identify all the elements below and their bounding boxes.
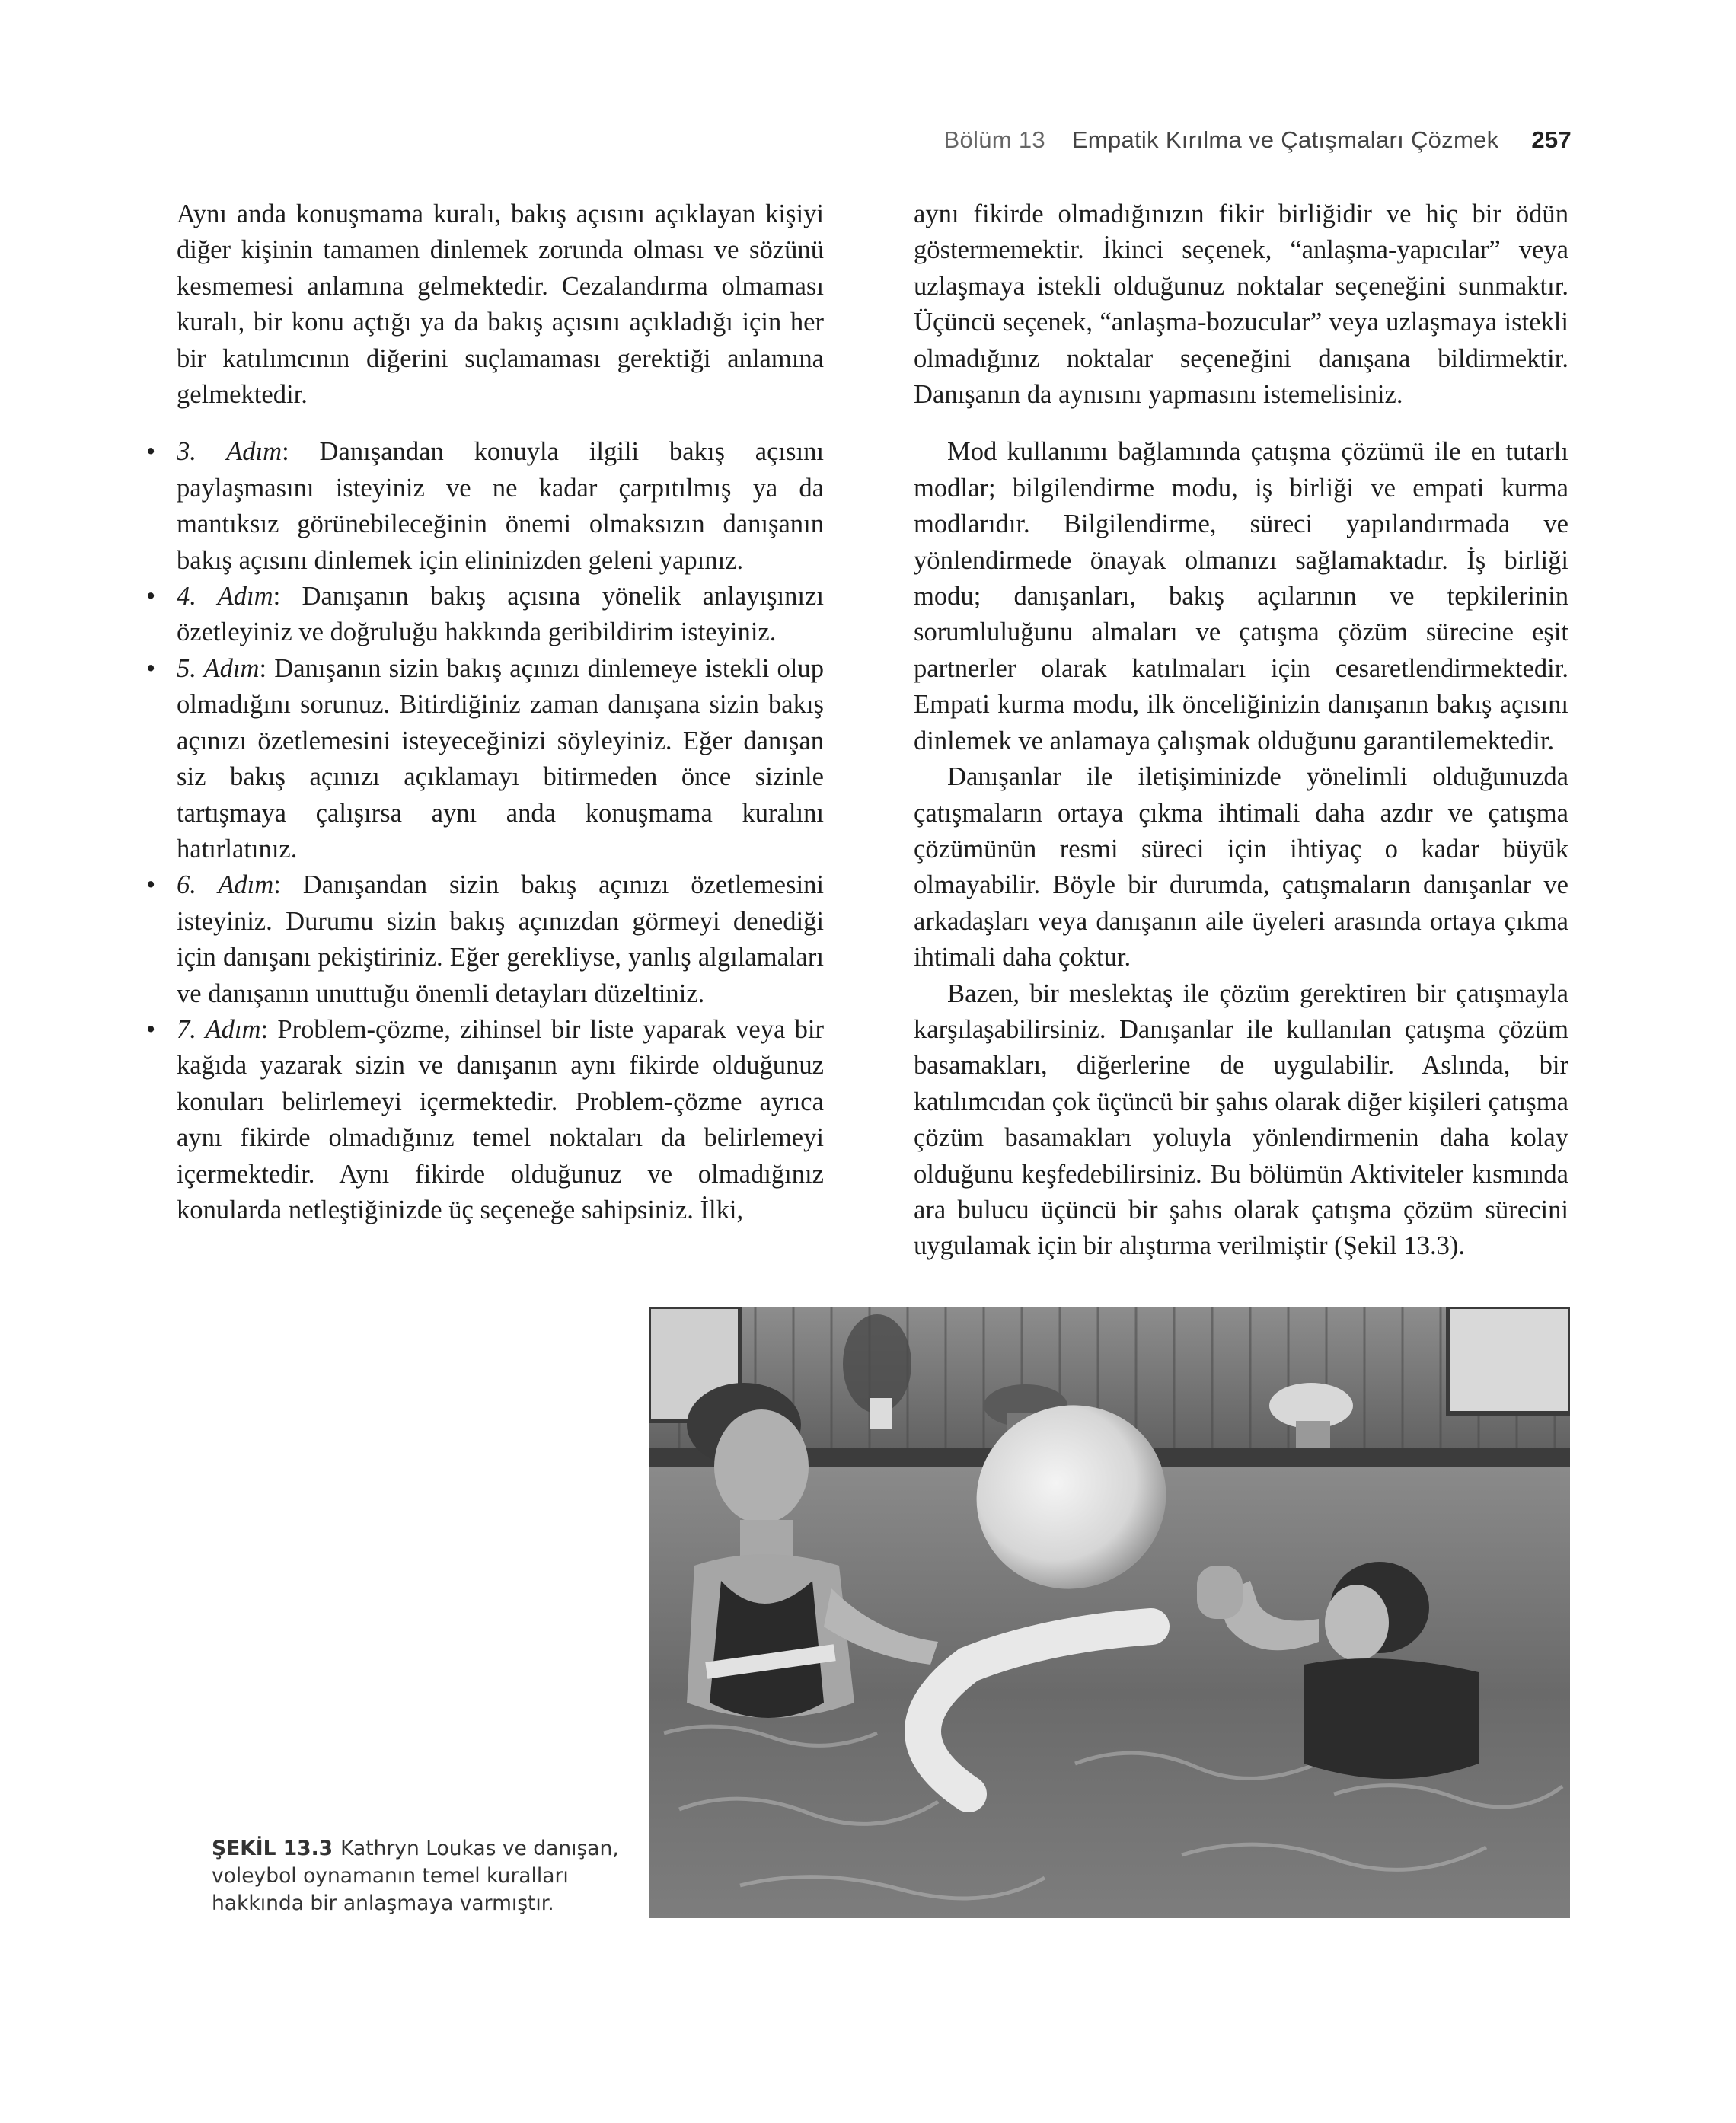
- step-label: 6. Adım: [177, 870, 274, 900]
- body-paragraph: Danışanlar ile iletişiminizde yönelimli olduğunuzda çatışmaların ortaya çıkma ihtimali daha azdır ve çatışma çözümünün resmi süreci için ihtiyaç o kadar büyük olmayabilir. Böyle bir durumda, çatışmaların danışanlar ve arkadaşları veya danışanın aile üyeleri arasında ortaya çıkma ihtimali daha çoktur.: [914, 762, 1568, 972]
- running-header: [944, 126, 1572, 154]
- step-text: : Danışanın sizin bakış açınızı dinlemeye istekli olup olmadığını sorunuz. Bitirdiğiniz zaman danışana sizin bakış açınızı özetlemesini isteyeceğinizi söyleyiniz. Eğer danışan siz bakış açınızı açıklamayı bitirmeden önce sizinle tartışmaya çalışırsa aynı anda konuşmama kuralını hatırlatınız.: [177, 653, 824, 864]
- page-number: 257: [1531, 126, 1572, 153]
- step-text: : Problem-çözme, zihinsel bir liste yaparak veya bir kağıda yazarak sizin ve danışanın aynı fikirde olduğunuz konuları belirlemeyi içermektedir. Problem-çözme ayrıca aynı fikirde olmadığınız temel noktaları da belirlemeyi içermektedir. Aynı fikirde olduğunuz ve olmadığınız konularda netleştiğinizde üç seçeneğe sahipsiniz. İlki,: [177, 1014, 824, 1224]
- figure-label: ŞEKİL 13.3: [212, 1837, 333, 1860]
- chapter-title: Empatik Kırılma ve Çatışmaları Çözmek: [1071, 126, 1499, 153]
- step-label: 4. Adım: [177, 582, 273, 611]
- step-label: 5. Adım: [177, 653, 260, 683]
- figure-caption-text: Kathryn Loukas ve danışan, voleybol oynamanın temel kuralları hakkında bir anlaşmaya varmıştır.: [212, 1837, 619, 1915]
- chapter-label: Bölüm 13: [943, 126, 1045, 153]
- bullet-icon: •: [146, 437, 156, 467]
- bullet-icon: •: [146, 870, 156, 900]
- list-item: [146, 1012, 824, 1228]
- list-item: [146, 651, 824, 867]
- step-label: 3. Adım: [177, 437, 282, 467]
- body-paragraph: Mod kullanımı bağlamında çatışma çözümü ile en tutarlı modlar; bilgilendirme modu, iş birliği ve empati kurma modlarıdır. Bilgilendirme, süreci yapılandırmada ve yönlendirmede önayak olmanızı sağlamaktadır. İş birliği modu; danışanları, bakış açılarının ve tepkilerinin sorumluluğunu almaları ve çatışma çözüm sürecine eşit partnerler olarak katılmaları için cesaretlendirmektedir. Empati kurma modu, ilk önceliğinizin danışanın bakış açısını dinlemek ve anlamaya çalışmak olduğunu garantilemektedir.: [914, 437, 1568, 755]
- continuation-paragraph: aynı fikirde olmadığınızın fikir birliğidir ve hiç bir ödün göstermemektir. İkinci seçenek, “anlaşma-yapıcılar” veya uzlaşmaya istekli olduğunuz noktalar seçeneğini sunmaktır. Üçüncü seçenek, “anlaşma-bozucular” veya uzlaşmaya istekli olmadığınız noktalar seçeneğini danışana bildirmektir. Danışanın da aynısını yapmasını istemelisiniz.: [914, 200, 1568, 410]
- step-text: : Danışandan sizin bakış açınızı özetlemesini isteyiniz. Durumu sizin bakış açınızdan görmeyi denediği için danışanı pekiştiriniz. Eğer gerekliyse, yanlış algılamaları ve danışanın unuttuğu önemli detayları düzeltiniz.: [177, 870, 824, 1008]
- intro-paragraph: Aynı anda konuşmama kuralı, bakış açısını açıklayan kişiyi diğer kişinin tamamen dinlemek zorunda olması ve sözünü kesmemesi anlamına gelmektedir. Cezalandırma olmaması kuralı, bir konu açtığı ya da bakış açısını açıkladığı için her bir katılımcının diğerini suçlamaması gerektiği anlamına gelmektedir.: [177, 200, 824, 410]
- figure-caption: [212, 1835, 646, 1917]
- left-column: [146, 196, 824, 1228]
- bullet-icon: •: [146, 1014, 156, 1044]
- list-item: [146, 434, 824, 579]
- right-column: [914, 196, 1568, 1265]
- body-paragraph: Bazen, bir meslektaş ile çözüm gerektiren bir çatışmayla karşılaşabilirsiniz. Danışanlar ile kullanılan çatışma çözüm basamakları, diğerlerine de uygulabilir. Aslında, bir katılımcıdan çok üçüncü bir şahıs olarak diğer kişileri çatışma çözüm basamakları yoluyla yönlendirmenin daha kolay olduğunu keşfedebilirsiniz. Bu bölümün Aktiviteler kısmında ara bulucu üçüncü bir şahıs olarak çatışma çözüm sürecini uygulamak için bir alıştırma verilmiştir (Şekil 13.3).: [914, 978, 1568, 1261]
- bullet-icon: •: [146, 582, 156, 611]
- pool-photo: [649, 1307, 1570, 1918]
- step-text: : Danışanın bakış açısına yönelik anlayışınızı özetleyiniz ve doğruluğu hakkında geribildirim isteyiniz.: [177, 582, 824, 647]
- steps-list: [146, 434, 824, 1228]
- list-item: [146, 867, 824, 1012]
- step-text: : Danışandan konuyla ilgili bakış açısını paylaşmasını isteyiniz ve ne kadar çarpıtılmış ya da mantıksız görünebileceğinin önemi olmaksızın danışanın bakış açısını dinlemek için elininizden geleni yapınız.: [177, 437, 824, 575]
- list-item: [146, 579, 824, 651]
- bullet-icon: •: [146, 653, 156, 683]
- step-label: 7. Adım: [177, 1014, 261, 1044]
